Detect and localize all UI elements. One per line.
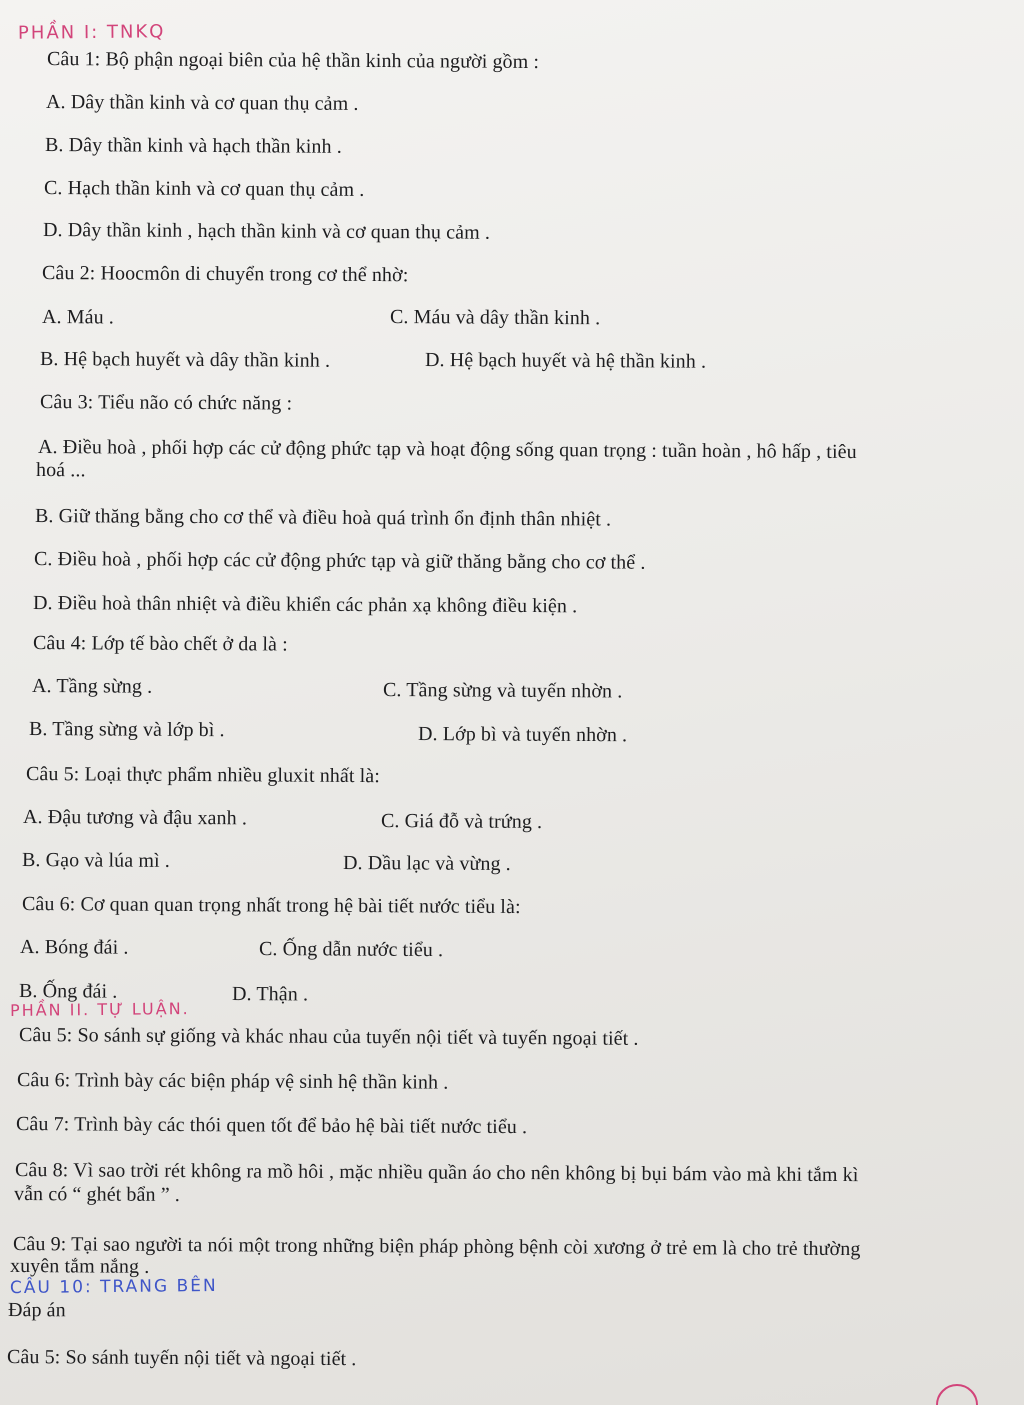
question-6-option-b: B. Ống đái . (18, 980, 118, 1003)
question-2-option-d: D. Hệ bạch huyết và hệ thần kinh . (424, 349, 707, 373)
question-1: Câu 1: Bộ phận ngoại biên của hệ thần kinh của người gồm : (46, 48, 540, 74)
essay-question-5: Câu 5: So sánh sự giống và khác nhau của tuyến nội tiết và tuyến ngoại tiết . (18, 1024, 639, 1050)
handwritten-part2-header: PHẦN II. TỰ LUẬN. (9, 999, 190, 1020)
question-4-option-a: A. Tầng sừng . (31, 675, 153, 698)
question-5-option-b: B. Gạo và lúa mì . (21, 849, 170, 872)
question-2-option-b: B. Hệ bạch huyết và dây thần kinh . (39, 348, 331, 372)
question-5: Câu 5: Loại thực phẩm nhiều gluxit nhất là: (25, 763, 381, 788)
question-2-option-a: A. Máu . (41, 306, 114, 329)
question-3-option-c: C. Điều hoà , phối hợp các cử động phức tạp và giữ thăng bằng cho cơ thể . (33, 548, 646, 574)
answer-heading: Đáp án (7, 1299, 66, 1322)
question-5-option-c: C. Giá đỗ và trứng . (380, 810, 543, 833)
question-3: Câu 3: Tiểu não có chức năng : (39, 391, 293, 415)
essay-question-9-cont: xuyên tắm nắng . (9, 1255, 150, 1278)
essay-question-8: Câu 8: Vì sao trời rét không ra mồ hôi , mặc nhiều quần áo cho nên không bị bụi bám vào mà khi tắm kì (14, 1159, 859, 1187)
essay-question-9: Câu 9: Tại sao người ta nói một trong những biện pháp phòng bệnh còi xương ở trẻ em là cho trẻ thường (12, 1233, 861, 1261)
question-1-option-c: C. Hạch thần kinh và cơ quan thụ cảm . (43, 177, 365, 201)
essay-question-6: Câu 6: Trình bày các biện pháp vệ sinh hệ thần kinh . (16, 1069, 449, 1094)
question-5-option-a: A. Đậu tương và đậu xanh . (22, 806, 248, 830)
question-1-option-b: B. Dây thần kinh và hạch thần kinh . (44, 134, 342, 158)
question-6-option-c: C. Ống dẫn nước tiểu . (258, 938, 444, 962)
question-6-option-a: A. Bóng đái . (19, 936, 129, 959)
question-2: Câu 2: Hoocmôn di chuyển trong cơ thể nhờ: (41, 262, 409, 287)
handwritten-circle-mark (936, 1384, 978, 1405)
question-3-option-d: D. Điều hoà thân nhiệt và điều khiển các phản xạ không điều kiện . (32, 592, 578, 618)
question-2-option-c: C. Máu và dây thần kinh . (389, 306, 601, 330)
handwritten-part1-header: PHẦN I: TNKQ (17, 21, 166, 44)
essay-question-8-cont: vẫn có “ ghét bẩn ” . (13, 1183, 180, 1207)
question-4-option-d: D. Lớp bì và tuyến nhờn . (417, 723, 628, 747)
question-4: Câu 4: Lớp tế bào chết ở da là : (32, 632, 288, 656)
answer-question-5: Câu 5: So sánh tuyến nội tiết và ngoại tiết . (6, 1346, 357, 1371)
question-4-option-b: B. Tầng sừng và lớp bì . (28, 718, 225, 742)
essay-question-7: Câu 7: Trình bày các thói quen tốt để bảo hệ bài tiết nước tiểu . (15, 1113, 528, 1139)
question-3-option-a-cont: hoá ... (35, 459, 86, 482)
question-3-option-b: B. Giữ thăng bằng cho cơ thể và điều hoà quá trình ổn định thân nhiệt . (34, 505, 612, 531)
question-3-option-a: A. Điều hoà , phối hợp các cử động phức tạp và hoạt động sống quan trọng : tuần hoàn , hô hấp , tiêu (37, 436, 857, 464)
handwritten-question-10-note: CÂU 10: TRANG BÊN (9, 1275, 218, 1299)
question-5-option-d: D. Dầu lạc và vừng . (342, 852, 511, 876)
question-6: Câu 6: Cơ quan quan trọng nhất trong hệ bài tiết nước tiểu là: (21, 893, 521, 919)
question-1-option-d: D. Dây thần kinh , hạch thần kinh và cơ quan thụ cảm . (42, 219, 491, 244)
question-4-option-c: C. Tầng sừng và tuyến nhờn . (382, 679, 623, 703)
question-6-option-d: D. Thận . (231, 983, 309, 1006)
question-1-option-a: A. Dây thần kinh và cơ quan thụ cảm . (45, 91, 359, 115)
